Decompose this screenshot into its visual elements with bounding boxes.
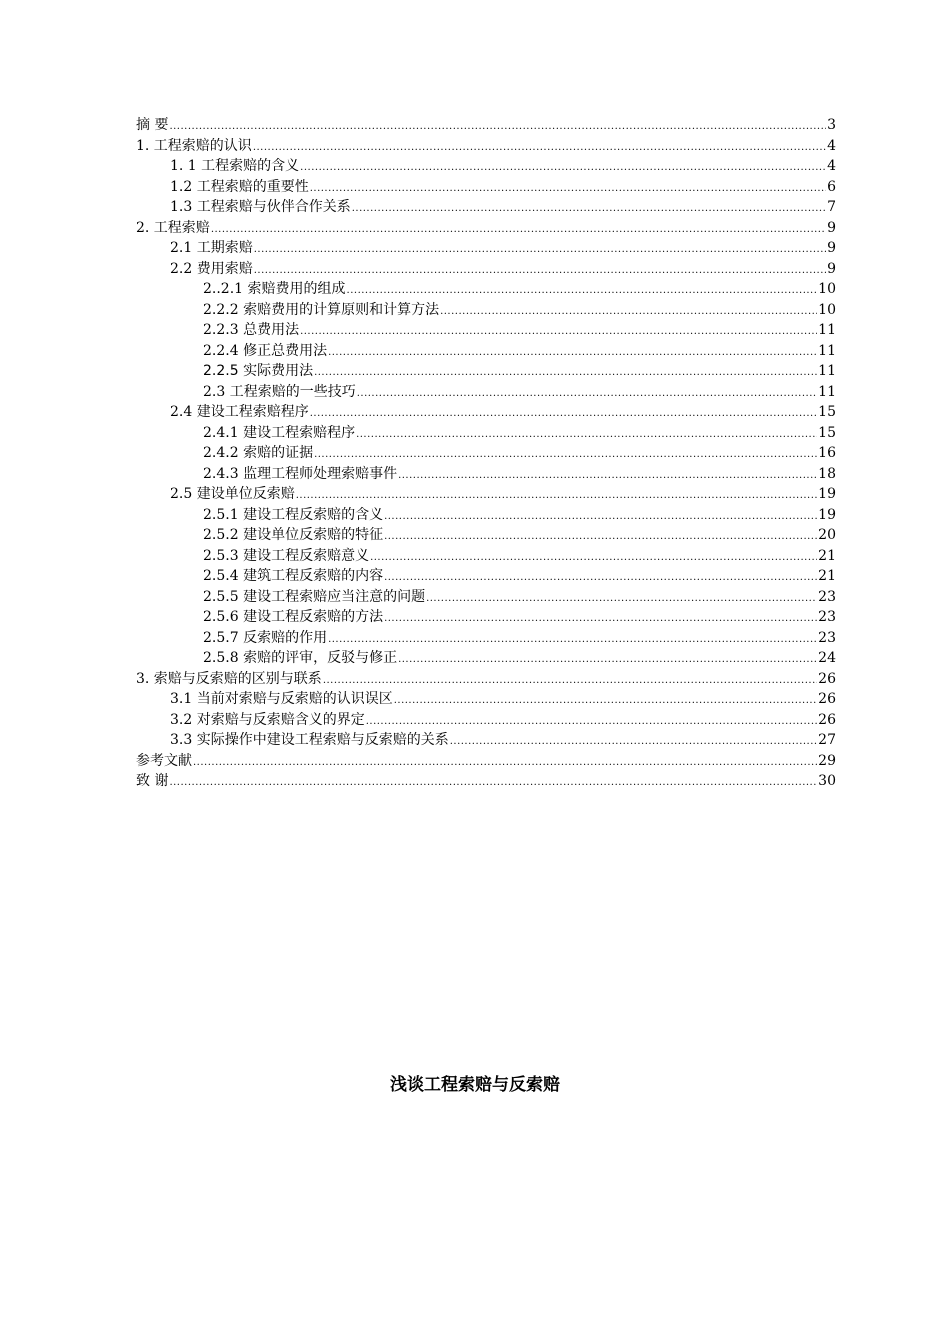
toc-entry-label: 2.4.3 监理工程师处理索赔事件 (203, 465, 398, 482)
toc-entry-page-number: 19 (818, 506, 836, 523)
toc-entry-label: 致 谢 (136, 773, 169, 789)
toc-entry[interactable] (136, 587, 836, 608)
toc-dot-leader (384, 568, 817, 589)
document-title: 浅谈工程索赔与反索赔 (390, 1075, 560, 1095)
toc-entry-page-number: 30 (818, 773, 836, 789)
toc-entry-label: 摘 要 (136, 117, 169, 133)
toc-dot-leader (323, 671, 817, 692)
toc-entry-page-number: 23 (818, 609, 836, 625)
toc-entry-label: 3.2 对索赔与反索赔含义的界定 (170, 711, 365, 728)
toc-entry[interactable] (136, 730, 836, 751)
toc-entry-page-number: 26 (818, 711, 836, 728)
toc-dot-leader (398, 466, 817, 487)
toc-entry-page-number: 15 (818, 404, 836, 420)
toc-entry-label: 3. 索赔与反索赔的区别与联系 (136, 670, 322, 687)
toc-entry-label: 2.5.7 反索赔的作用 (203, 629, 328, 646)
toc-entry[interactable] (136, 402, 836, 423)
toc-entry-label: 2..2.1 索赔费用的组成 (203, 281, 346, 297)
toc-entry-page-number: 9 (827, 260, 836, 277)
toc-dot-leader (310, 404, 817, 425)
toc-entry-label: 1.2 工程索赔的重要性 (170, 178, 309, 195)
toc-entry-page-number: 18 (818, 465, 836, 482)
toc-dot-leader (357, 384, 817, 405)
toc-entry-label: 2.5.3 建设工程反索赔意义 (203, 547, 370, 564)
toc-entry[interactable] (136, 156, 836, 177)
toc-dot-leader (450, 732, 817, 753)
toc-entry-page-number: 11 (818, 363, 836, 379)
toc-dot-leader (398, 650, 817, 671)
toc-entry-page-number: 11 (818, 342, 836, 359)
toc-dot-leader (314, 445, 817, 466)
toc-entry-label: 1. 工程索赔的认识 (136, 137, 252, 154)
toc-entry-page-number: 23 (818, 629, 836, 646)
toc-dot-leader (384, 527, 817, 548)
toc-entry[interactable] (136, 218, 836, 239)
toc-entry-page-number: 10 (818, 301, 836, 318)
toc-dot-leader (314, 363, 817, 384)
toc-entry-label: 3.1 当前对索赔与反索赔的认识误区 (170, 691, 393, 707)
toc-entry-page-number: 20 (818, 527, 836, 543)
toc-entry-page-number: 9 (827, 240, 836, 256)
toc-entry[interactable] (136, 259, 836, 280)
toc-entry[interactable] (136, 628, 836, 649)
toc-entry[interactable] (136, 669, 836, 690)
toc-entry-page-number: 11 (818, 322, 836, 338)
toc-dot-leader (347, 281, 818, 302)
toc-entry-label: 2.5.6 建设工程反索赔的方法 (203, 609, 384, 625)
toc-entry-page-number: 4 (827, 158, 836, 174)
toc-entry-page-number: 11 (818, 383, 836, 400)
toc-entry-page-number: 7 (827, 199, 836, 215)
toc-entry-page-number: 21 (818, 568, 836, 584)
toc-entry-page-number: 3 (827, 117, 836, 133)
toc-entry[interactable] (136, 115, 836, 136)
toc-entry-label: 2.4 建设工程索赔程序 (170, 404, 309, 420)
toc-entry-label: 2.1 工期索赔 (170, 240, 253, 256)
toc-dot-leader (253, 138, 826, 159)
toc-entry-label: 2.4.1 建设工程索赔程序 (203, 424, 356, 441)
toc-entry-page-number: 15 (818, 424, 836, 441)
toc-entry-label: 2.2.2 索赔费用的计算原则和计算方法 (203, 301, 440, 318)
toc-entry[interactable] (136, 279, 836, 300)
toc-entry[interactable] (136, 710, 836, 731)
toc-entry-page-number: 23 (818, 588, 836, 605)
toc-entry-page-number: 26 (818, 691, 836, 707)
toc-dot-leader (370, 548, 817, 569)
toc-entry[interactable] (136, 484, 836, 505)
toc-entry-label: 1. 1 工程索赔的含义 (170, 158, 300, 174)
toc-entry-label: 2.2.3 总费用法 (203, 322, 300, 338)
toc-dot-leader (426, 589, 817, 610)
toc-entry-page-number: 21 (818, 547, 836, 564)
toc-entry-label: 2.5.1 建设工程反索赔的含义 (203, 506, 384, 523)
toc-entry-label: 参考文献 (136, 752, 192, 769)
toc-entry-label: 2.3 工程索赔的一些技巧 (203, 383, 356, 400)
toc-entry[interactable] (136, 689, 836, 710)
toc-dot-leader (254, 240, 826, 261)
toc-entry-page-number: 24 (818, 650, 836, 666)
toc-dot-leader (328, 343, 817, 364)
toc-entry-page-number: 10 (818, 281, 836, 297)
toc-entry[interactable] (136, 300, 836, 321)
toc-entry-page-number: 4 (827, 137, 836, 154)
toc-entry[interactable] (136, 607, 836, 628)
toc-entry-label: 2.5.4 建筑工程反索赔的内容 (203, 568, 384, 584)
toc-entry[interactable] (136, 648, 836, 669)
toc-entry-label: 2.2 费用索赔 (170, 260, 253, 277)
toc-entry[interactable] (136, 443, 836, 464)
toc-entry-page-number: 19 (818, 486, 836, 502)
toc-entry-page-number: 26 (818, 670, 836, 687)
toc-dot-leader (211, 220, 826, 241)
toc-dot-leader (296, 486, 817, 507)
toc-entry-label: 3.3 实际操作中建设工程索赔与反索赔的关系 (170, 732, 449, 748)
toc-entry[interactable] (136, 197, 836, 218)
toc-dot-leader (394, 691, 817, 712)
toc-entry[interactable] (136, 525, 836, 546)
toc-entry-label: 2.4.2 索赔的证据 (203, 445, 314, 461)
toc-entry[interactable] (136, 341, 836, 362)
toc-dot-leader (356, 425, 817, 446)
toc-entry[interactable] (136, 751, 836, 772)
toc-entry[interactable] (136, 238, 836, 259)
toc-dot-leader (384, 507, 817, 528)
toc-entry-page-number: 9 (827, 219, 836, 236)
toc-dot-leader (384, 609, 817, 630)
toc-entry-page-number: 27 (818, 732, 836, 748)
toc-entry-label: 2.5 建设单位反索赔 (170, 486, 295, 502)
toc-dot-leader (440, 302, 817, 323)
toc-dot-leader (193, 753, 817, 774)
toc-entry[interactable] (136, 177, 836, 198)
toc-dot-leader (366, 712, 817, 733)
toc-dot-leader (300, 158, 826, 179)
toc-entry[interactable] (136, 546, 836, 567)
toc-entry[interactable] (136, 361, 836, 382)
toc-entry-label: 2.5.2 建设单位反索赔的特征 (203, 527, 384, 543)
toc-dot-leader (328, 630, 817, 651)
toc-entry[interactable] (136, 382, 836, 403)
toc-dot-leader (352, 199, 826, 220)
toc-entry[interactable] (136, 136, 836, 157)
toc-dot-leader (169, 773, 817, 794)
toc-dot-leader (310, 179, 826, 200)
toc-entry[interactable] (136, 423, 836, 444)
toc-dot-leader (254, 261, 826, 282)
toc-entry[interactable] (136, 464, 836, 485)
table-of-contents (136, 115, 836, 792)
toc-entry[interactable] (136, 566, 836, 587)
toc-entry[interactable] (136, 505, 836, 526)
toc-entry-label: 2.2.5 实际费用法 (203, 363, 314, 379)
toc-dot-leader (169, 117, 826, 138)
toc-entry-label: 2.5.8 索赔的评审，反驳与修正 (203, 650, 398, 666)
toc-entry-page-number: 6 (827, 178, 836, 195)
toc-entry-label: 2.5.5 建设工程索赔应当注意的问题 (203, 588, 426, 605)
toc-entry[interactable] (136, 771, 836, 792)
toc-entry-page-number: 29 (818, 752, 836, 769)
toc-entry[interactable] (136, 320, 836, 341)
toc-entry-page-number: 16 (818, 445, 836, 461)
toc-entry-label: 2.2.4 修正总费用法 (203, 342, 328, 359)
toc-entry-label: 2. 工程索赔 (136, 219, 210, 236)
toc-dot-leader (300, 322, 817, 343)
toc-entry-label: 1.3 工程索赔与伙伴合作关系 (170, 199, 351, 215)
